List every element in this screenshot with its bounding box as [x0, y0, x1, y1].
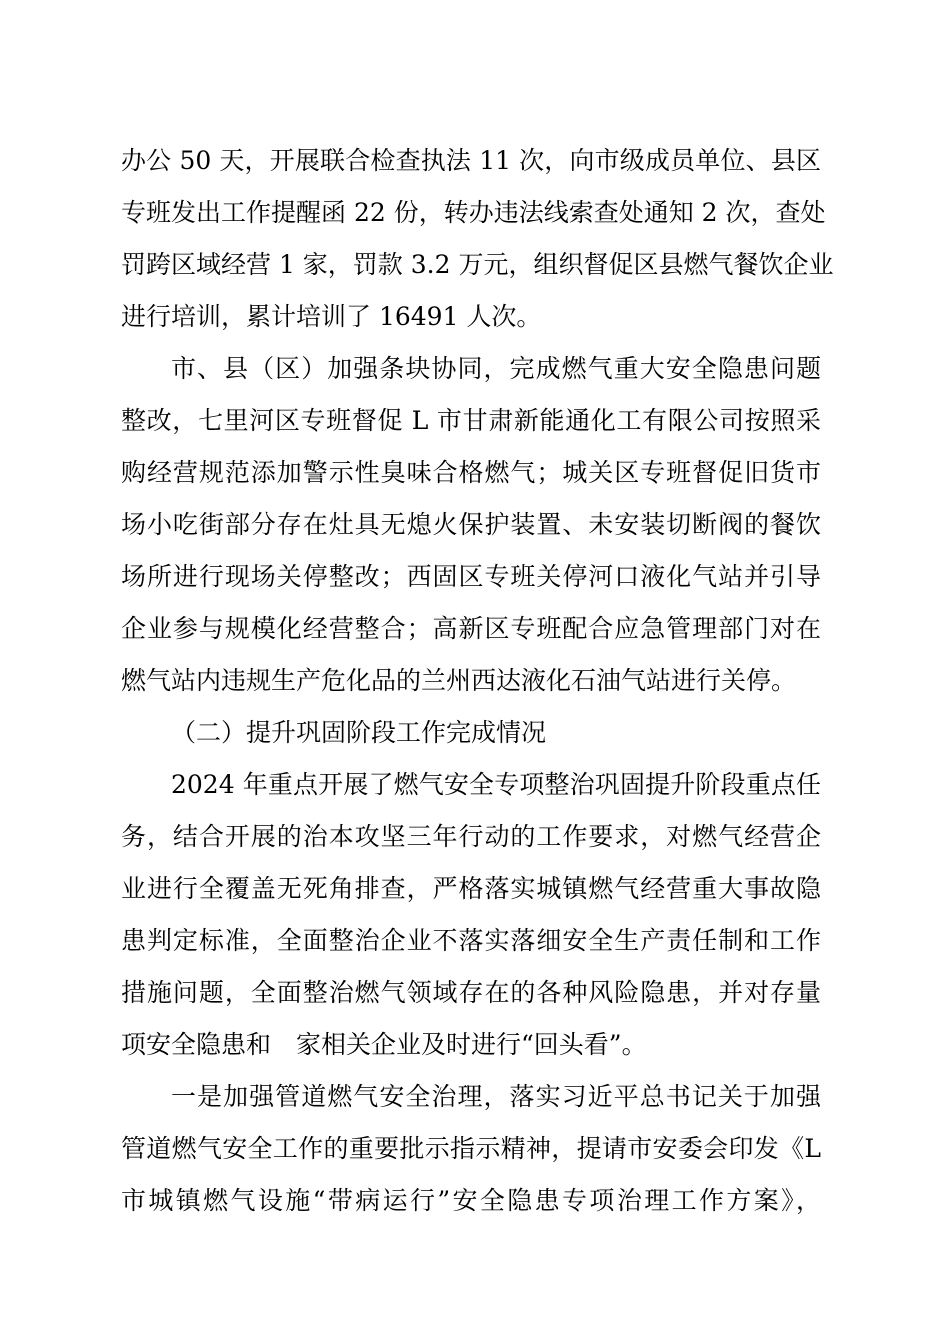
- body-text-line: 项安全隐患和 家相关企业及时进行“回头看”。: [121, 1030, 647, 1059]
- body-text-line: 患判定标准，全面整治企业不落实落细安全生产责任制和工作: [121, 926, 821, 955]
- body-text-line: 燃气站内违规生产危化品的兰州西达液化石油气站进行关停。: [121, 666, 797, 695]
- body-text-line: 管道燃气安全工作的重要批示指示精神，提请市安委会印发《L: [121, 1134, 821, 1163]
- body-text-line: 专班发出工作提醒函 22 份，转办违法线索查处通知 2 次，查处: [121, 198, 826, 227]
- section-heading: （二）提升巩固阶段工作完成情况: [171, 718, 547, 747]
- body-text-line: 业进行全覆盖无死角排查，严格落实城镇燃气经营重大事故隐: [121, 874, 821, 903]
- body-text-line: 购经营规范添加警示性臭味合格燃气；城关区专班督促旧货市: [121, 458, 821, 487]
- body-text-line: 企业参与规模化经营整合；高新区专班配合应急管理部门对在: [121, 614, 821, 643]
- body-text-line: 一是加强管道燃气安全治理，落实习近平总书记关于加强: [171, 1082, 821, 1111]
- body-text-line: 整改，七里河区专班督促 L 市甘肃新能通化工有限公司按照采: [121, 406, 821, 435]
- body-text-line: 市、县（区）加强条块协同，完成燃气重大安全隐患问题: [171, 354, 821, 383]
- body-text-line: 措施问题，全面整治燃气领域存在的各种风险隐患，并对存量: [121, 978, 821, 1007]
- body-text-line: 办公 50 天，开展联合检查执法 11 次，向市级成员单位、县区: [121, 146, 821, 175]
- body-text-line: 场小吃街部分存在灶具无熄火保护装置、未安装切断阀的餐饮: [121, 510, 821, 539]
- body-text-line: 市城镇燃气设施“带病运行”安全隐患专项治理工作方案》，: [121, 1186, 821, 1215]
- body-text-line: 务，结合开展的治本攻坚三年行动的工作要求，对燃气经营企: [121, 822, 821, 851]
- body-text-line: 2024 年重点开展了燃气安全专项整治巩固提升阶段重点任: [171, 770, 821, 799]
- body-text-line: 罚跨区域经营 1 家，罚款 3.2 万元，组织督促区县燃气餐饮企业: [121, 250, 834, 279]
- body-text-line: 场所进行现场关停整改；西固区专班关停河口液化气站并引导: [121, 562, 821, 591]
- body-text-line: 进行培训，累计培训了 16491 人次。: [121, 302, 542, 331]
